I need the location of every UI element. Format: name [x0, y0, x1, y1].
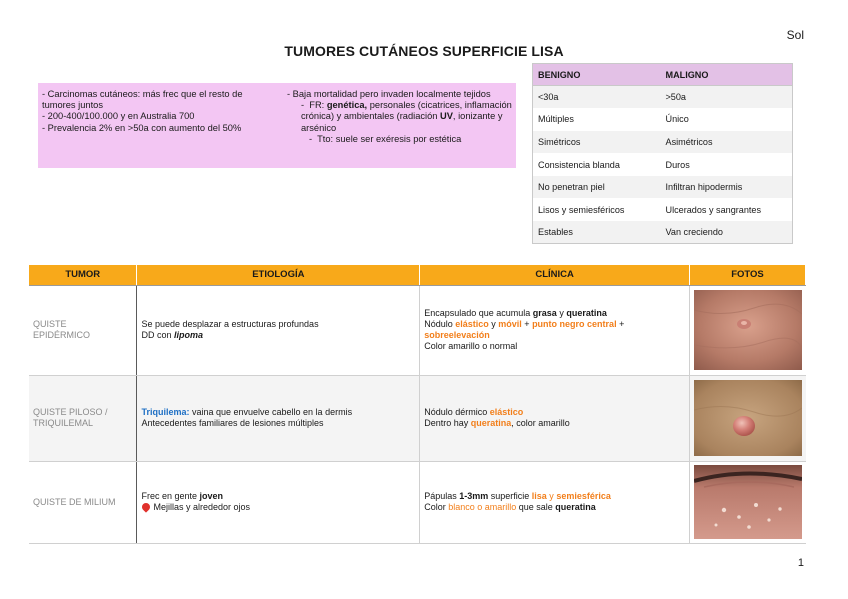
text-span: vaina que envuelve cabello en la dermis [189, 407, 353, 417]
cell-benigno: Múltiples [538, 114, 574, 125]
cell-benigno: Lisos y semiesféricos [538, 204, 625, 215]
cell-maligno: Van creciendo [661, 221, 793, 244]
table-row [533, 86, 793, 109]
clinical-line [424, 319, 685, 330]
table-row [29, 285, 806, 375]
clinical-line [424, 502, 685, 513]
intro-line: - Baja mortalidad pero invaden localmente tejidos [287, 89, 491, 99]
text-span: Nódulo dérmico [424, 407, 490, 417]
tumor-name-line: QUISTE PILOSO / [33, 407, 108, 417]
text-span: y [556, 308, 567, 318]
photo-cell [689, 375, 805, 461]
dd-prefix: DD con [141, 330, 174, 340]
clinical-cell [420, 375, 690, 461]
etiology-line: Antecedentes familiares de lesiones múltiples [141, 418, 324, 428]
risk-factors: - FR: genética, personales (cicatrices, inflamación crónica) y ambientales (radiación UV, ionizante y arsénico [301, 100, 512, 133]
cell-benigno: Estables [533, 221, 661, 244]
text-span: 1-3mm [459, 491, 489, 501]
highlight-span: lisa [531, 491, 547, 501]
header-fotos: FOTOS [689, 265, 805, 285]
tumor-name [29, 375, 137, 461]
intro-line: - 200-400/100.000 y en Australia 700 [42, 111, 195, 122]
table-row [533, 108, 793, 131]
clinical-cell [420, 461, 690, 543]
text-span: y [546, 491, 557, 501]
etiology-cell [137, 461, 420, 543]
table-row [29, 375, 806, 461]
cell-benigno: Consistencia blanda [538, 159, 620, 170]
text-span: Pápulas [424, 491, 460, 501]
cell-benigno: Simétricos [533, 131, 661, 154]
text-span: grasa [532, 308, 557, 318]
etiology-line: Se puede desplazar a estructuras profundas [141, 319, 319, 329]
header-benigno: BENIGNO [533, 64, 661, 86]
highlight-span: semiesférica [556, 491, 611, 501]
etiology-line [141, 502, 415, 513]
table-row [533, 221, 793, 244]
text-span: Encapsulado que acumula [424, 308, 533, 318]
cell-maligno: Infiltran hipodermis [661, 176, 793, 199]
highlight-span: elástico [455, 319, 489, 329]
table-row [533, 198, 793, 221]
clinical-line [424, 407, 685, 418]
etiology-cell [137, 285, 420, 375]
cell-maligno: Asimétricos [661, 131, 793, 154]
highlight-span: punto negro central [532, 319, 617, 329]
table-row [29, 461, 806, 543]
highlight-span: sobreelevación [424, 330, 490, 340]
text-span: Frec en gente [141, 491, 200, 501]
text-span: Color [424, 502, 449, 512]
fr-end: , ionizante y arsénico [301, 111, 503, 133]
text-span: , color amarillo [511, 418, 570, 428]
highlight-span: queratina [470, 418, 512, 428]
text-span: Mejillas y alrededor ojos [153, 502, 250, 512]
cell-benigno: <30a [533, 86, 661, 109]
intro-line: - Carcinomas cutáneos: más frec que el resto de tumores juntos [42, 89, 243, 111]
text-span: y [488, 319, 499, 329]
clinical-line [424, 308, 685, 319]
text-span: Nódulo [424, 319, 456, 329]
fr-prefix: FR: [309, 100, 327, 111]
table-row [533, 176, 793, 199]
etiology-line [141, 407, 415, 418]
pilar-cyst-photo [694, 380, 802, 456]
intro-line: - Prevalencia 2% en >50a con aumento del 50% [42, 122, 242, 133]
highlight-span: elástico [489, 407, 524, 417]
tumor-name [29, 285, 137, 375]
cell-maligno: Duros [665, 159, 690, 170]
text-span: Dentro hay [424, 418, 471, 428]
text-span: queratina [555, 502, 596, 512]
tumor-name-line: TRIQUILEMAL [33, 418, 94, 428]
fr-uv: UV [440, 111, 453, 122]
text-span: que sale [516, 502, 556, 512]
fr-mid: personales (cicatrices, inflamación crónica) y ambientales (radiación [301, 100, 512, 122]
author-name: Sol [786, 28, 804, 42]
header-etiologia: ETIOLOGÍA [137, 265, 420, 285]
treatment: - Tto: suele ser exéresis por estética [309, 133, 462, 144]
header-maligno: MALIGNO [661, 64, 793, 86]
header-clinica: CLÍNICA [420, 265, 690, 285]
tumor-name-line: QUISTE [33, 319, 67, 329]
intro-box [38, 83, 516, 168]
photo-cell [689, 461, 805, 543]
location-pin-icon [141, 501, 152, 512]
photo-cell [689, 285, 805, 375]
tumor-name [29, 461, 137, 543]
benign-malignant-table [532, 63, 793, 244]
text-span: + [616, 319, 625, 329]
page-number: 1 [797, 557, 804, 569]
highlight-span: Triquilema: [141, 407, 190, 417]
tumor-table [29, 265, 806, 544]
table-row [533, 153, 793, 176]
etiology-line [141, 330, 415, 341]
text-span: queratina [566, 308, 607, 318]
tumor-name-line: QUISTE DE MILIUM [33, 496, 116, 507]
intro-left-column [42, 89, 272, 134]
table-row [533, 131, 793, 154]
cell-maligno: >50a [661, 86, 793, 109]
text-span: superficie [488, 491, 532, 501]
clinical-line [424, 491, 685, 502]
highlight-span: móvil [498, 319, 522, 329]
fr-genetica: genética, [326, 100, 368, 111]
cell-benigno: No penetran piel [533, 176, 661, 199]
text-span: + [521, 319, 533, 329]
clinical-cell [420, 285, 690, 375]
clinical-line: Color amarillo o normal [424, 341, 518, 351]
clinical-line [424, 418, 685, 429]
highlight-span: blanco o amarillo [448, 502, 517, 512]
etiology-cell [137, 375, 420, 461]
dd-lipoma: lipoma [173, 330, 203, 340]
milium-cyst-photo [694, 465, 802, 539]
text-span: joven [199, 491, 224, 501]
intro-right-column [287, 89, 513, 145]
treatment-text: Tto: suele ser exéresis por estética [317, 133, 462, 144]
tumor-name-line: EPIDÉRMICO [33, 330, 91, 340]
etiology-line [141, 491, 415, 502]
page-title: TUMORES CUTÁNEOS SUPERFICIE LISA [284, 43, 564, 59]
epidermal-cyst-photo [694, 290, 802, 370]
cell-maligno: Único [665, 114, 689, 125]
header-tumor: TUMOR [29, 265, 137, 285]
cell-maligno: Ulcerados y sangrantes [665, 204, 762, 215]
